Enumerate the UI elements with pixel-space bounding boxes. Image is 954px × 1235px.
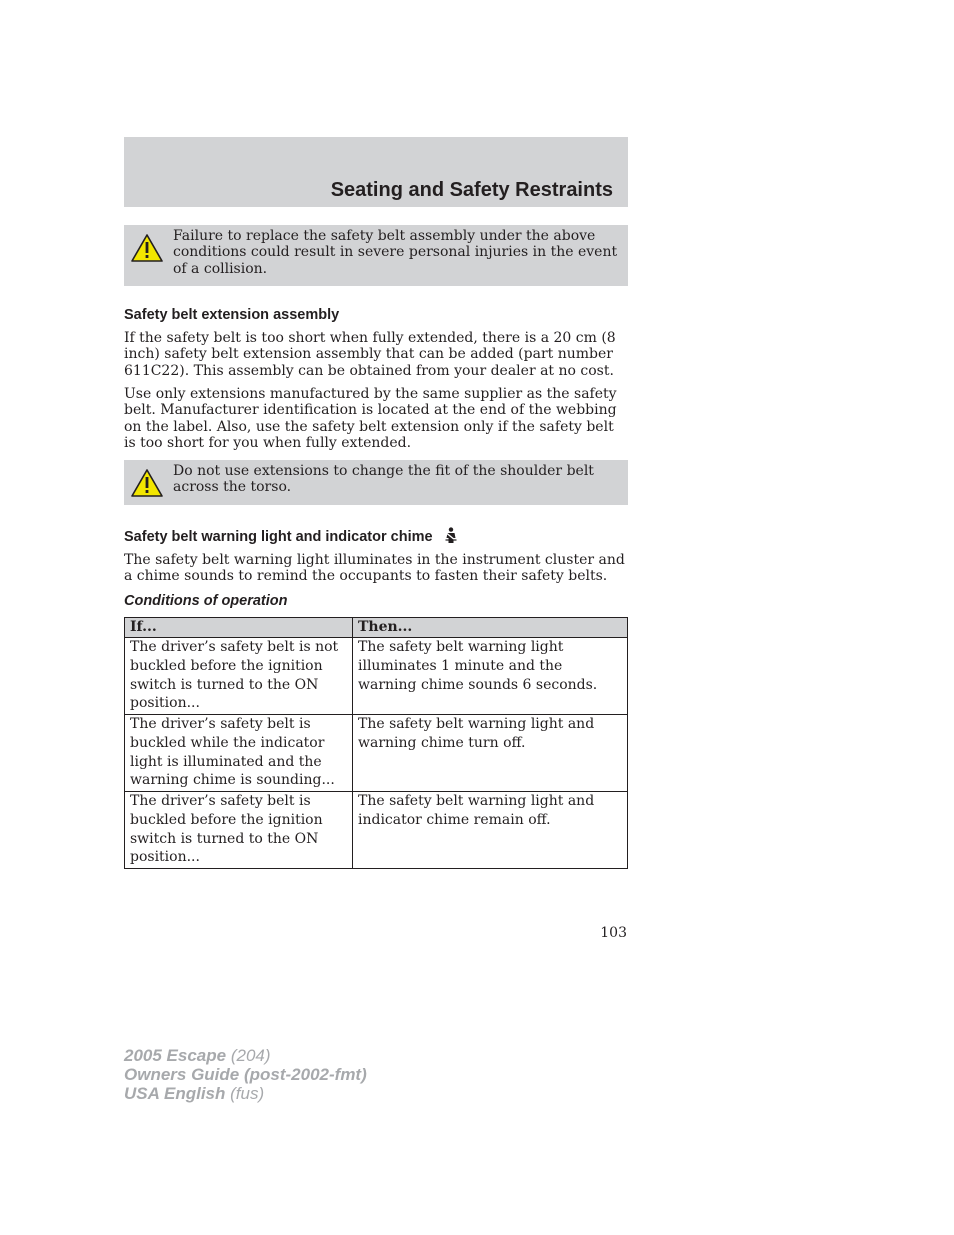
table-header-then: Then... — [353, 618, 628, 638]
footer-line-1 — [124, 1046, 367, 1065]
page-number: 103 — [600, 925, 627, 941]
warning-icon — [130, 468, 164, 498]
table-header-if: If... — [125, 618, 353, 638]
footer-line-3 — [124, 1084, 367, 1103]
footer-language: USA English — [124, 1084, 226, 1103]
paragraph-extension-1: If the safety belt is too short when fully extended, there is a 20 cm (8 inch) safety belt extension assembly that can be added (part number 611C22). This assembly can be obtained from your dealer at no cost. — [124, 330, 616, 379]
heading-extension: Safety belt extension assembly — [124, 307, 340, 323]
warning-text-2: Do not use extensions to change the fit of the shoulder belt across the torso. — [173, 463, 594, 496]
footer-line-2 — [124, 1065, 367, 1084]
header-band — [124, 137, 628, 207]
paragraph-warning-light: The safety belt warning light illuminates in the instrument cluster and a chime sounds to remind the occupants to fasten their safety belts. — [124, 552, 625, 585]
footer — [124, 1046, 367, 1103]
table-header-row — [125, 618, 628, 638]
table-row — [125, 792, 628, 869]
warning-box-2 — [124, 460, 628, 505]
page-title: Seating and Safety Restraints — [330, 179, 613, 201]
heading-warning-light — [124, 527, 459, 548]
table-cell-then: The safety belt warning light and indicator chime remain off. — [353, 792, 628, 869]
table-row — [125, 715, 628, 792]
table-cell-if: The driver’s safety belt is buckled while the indicator light is illuminated and the warning chime is sounding... — [125, 715, 353, 792]
table-cell-then: The safety belt warning light and warning chime turn off. — [353, 715, 628, 792]
warning-icon — [130, 233, 164, 263]
seatbelt-icon — [443, 527, 459, 548]
table-cell-then: The safety belt warning light illuminates 1 minute and the warning chime sounds 6 seconds. — [353, 638, 628, 715]
warning-text-1: Failure to replace the safety belt assembly under the above conditions could result in severe personal injuries in the event of a collision. — [173, 228, 618, 277]
footer-guide: Owners Guide (post-2002-fmt) — [124, 1065, 367, 1084]
paragraph-extension-2: Use only extensions manufactured by the same supplier as the safety belt. Manufacturer identification is located at the end of the webbing on the label. Also, use the safety belt extension only if the safety belt is too short for you when fully extended. — [124, 386, 617, 452]
footer-model-code: (204) — [230, 1046, 271, 1065]
footer-language-code: (fus) — [230, 1084, 265, 1103]
footer-model: 2005 Escape — [124, 1046, 227, 1065]
table-row — [125, 638, 628, 715]
warning-box-1 — [124, 225, 628, 286]
heading-conditions: Conditions of operation — [124, 593, 288, 609]
table-cell-if: The driver’s safety belt is buckled before the ignition switch is turned to the ON position... — [125, 792, 353, 869]
conditions-table — [124, 617, 628, 869]
heading-warning-light-text: Safety belt warning light and indicator chime — [124, 529, 433, 545]
table-cell-if: The driver’s safety belt is not buckled before the ignition switch is turned to the ON position... — [125, 638, 353, 715]
